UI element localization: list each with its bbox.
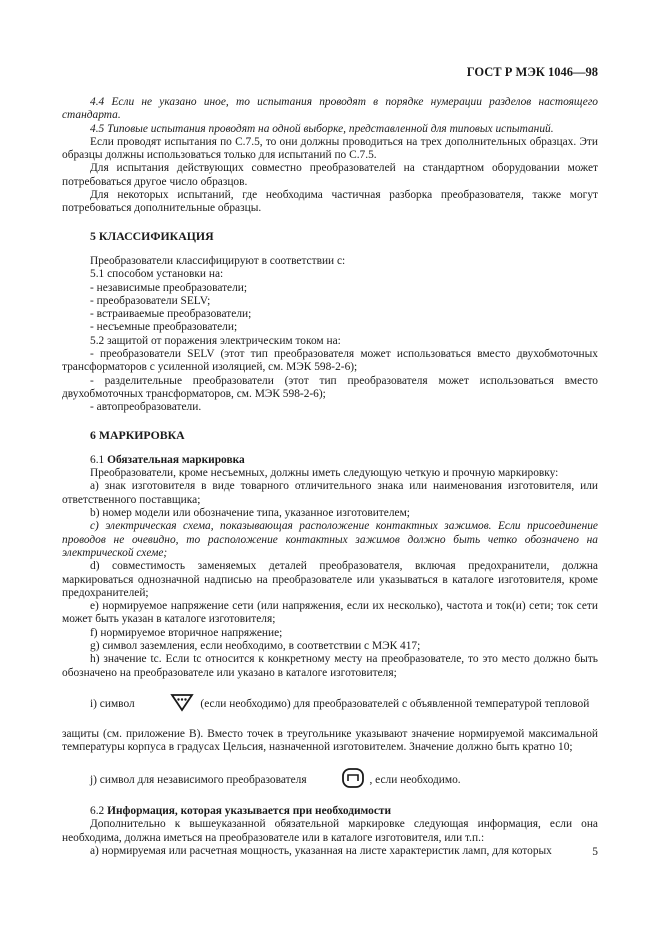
item-a: а) знак изготовителя в виде товарного отличительного знака или наименования изготовителя, или ответственного поставщика; — [62, 480, 598, 506]
item-j — [62, 767, 598, 793]
para-6-1-number: 6.1 — [90, 453, 105, 466]
para-5-2: 5.2 защитой от поражения электрическим током на: — [90, 334, 341, 347]
list-item: - автопреобразователи. — [90, 401, 202, 414]
para-4-5: 4.5 Типовые испытания проводят на одной выборке, представленной для типовых испытаний. — [90, 122, 554, 135]
para-4-5-b: Если проводят испытания по С.7.5, то они должны проводиться на трех дополнительных образцах. Эти образцы должны использоваться только для испытаний по С.7.5. — [62, 135, 598, 162]
para-4-5-d: Для некоторых испытаний, где необходима частичная разборка преобразователя, также могут потребоваться дополнительные образцы. — [62, 189, 598, 215]
item-i — [62, 692, 598, 716]
item-e: е) нормируемое напряжение сети (или напряжения, если их несколько), частота и ток(и) сети; ток сети может быть указан в каталоге изготовителя; — [62, 600, 598, 626]
para-6-1-title: Обязательная маркировка — [107, 453, 245, 466]
list-item: - преобразователи SELV (этот тип преобразователя может использоваться вместо двухобмоточных трансформаторов с усиленной изоляцией, см. МЭК 598-2-6); — [62, 348, 598, 374]
para-6-2-item-a: а) нормируемая или расчетная мощность, указанная на листе характеристик ламп, для которых — [90, 844, 552, 857]
item-d: d) совместимость заменяемых деталей преобразователя, включая предохранители, должна маркироваться однозначной надписью на преобразователе или указываться в каталоге изготовителя, кроме предохранителей; — [62, 560, 598, 599]
para-6-2-number: 6.2 — [90, 805, 105, 818]
list-item: - встраиваемые преобразователи; — [90, 308, 252, 321]
list-item: - независимые преобразователи; — [90, 281, 248, 294]
item-h: h) значение tс. Если tс относится к конкретному месту на преобразователе, то это место должно быть обозначено на преобразователе или указано в каталоге изготовителя; — [62, 653, 598, 679]
para-4-5-c: Для испытания действующих совместно преобразователей на стандартном оборудовании может потребоваться другое число образцов. — [62, 162, 598, 188]
item-j-suffix: , если необходимо. — [369, 773, 461, 786]
page-number: 5 — [592, 846, 598, 858]
para-6-1-heading — [62, 454, 598, 467]
item-b: b) номер модели или обозначение типа, указанное изготовителем; — [90, 507, 410, 520]
para-6-2-heading — [62, 805, 598, 818]
para-4-4: 4.4 Если не указано иное, то испытания проводят в порядке нумерации разделов настоящего стандарта. — [62, 96, 598, 122]
item-i-continuation: защиты (см. приложение В). Вместо точек в треугольнике указывают значение нормируемой максимальной температуры корпуса в градусах Цельсия, назначенной изготовителем. Значение должно быть кратно 10; — [62, 728, 598, 754]
item-i-suffix: (если необходимо) для преобразователей с объявленной температурой тепловой — [200, 697, 590, 710]
section-6-title: 6 МАРКИРОВКА — [90, 427, 185, 442]
section-5-title: 5 КЛАССИФИКАЦИЯ — [90, 228, 214, 243]
para-6-2-title: Информация, которая указывается при необходимости — [107, 805, 392, 818]
document-header: ГОСТ Р МЭК 1046—98 — [466, 65, 598, 79]
item-f: f) нормируемое вторичное напряжение; — [90, 626, 283, 639]
list-item: - несъемные преобразователи; — [90, 321, 238, 334]
independent-converter-icon — [313, 767, 365, 793]
item-c: с) электрическая схема, показывающая расположение контактных зажимов. Если присоединение проводов не очевидно, то расположение контактных зажимов должно быть четко обозначено на электрической схеме; — [62, 520, 598, 559]
thermal-protection-triangle-icon — [142, 692, 194, 716]
para-6-1-intro: Преобразователи, кроме несъемных, должны иметь следующую четкую и прочную маркировку: — [90, 467, 559, 480]
item-i-prefix: i) символ — [90, 697, 135, 710]
section-5-intro: Преобразователи классифицируют в соответствии с: — [90, 254, 346, 267]
page-body — [62, 58, 598, 858]
para-5-1: 5.1 способом установки на: — [90, 268, 224, 281]
list-item: - разделительные преобразователи (этот тип преобразователя может использоваться вместо двухобмоточных трансформаторов, см. МЭК 598-2-6); — [62, 374, 598, 400]
item-g: g) символ заземления, если необходимо, в соответствии с МЭК 417; — [90, 639, 421, 652]
list-item: - преобразователи SELV; — [90, 294, 211, 307]
item-j-prefix: j) символ для независимого преобразователя — [90, 773, 307, 786]
para-6-2-text: Дополнительно к вышеуказанной обязательной маркировке следующая информация, если она необходима, должна иметься на преобразователе или в каталоге изготовителя, или т.п.: — [62, 818, 598, 844]
